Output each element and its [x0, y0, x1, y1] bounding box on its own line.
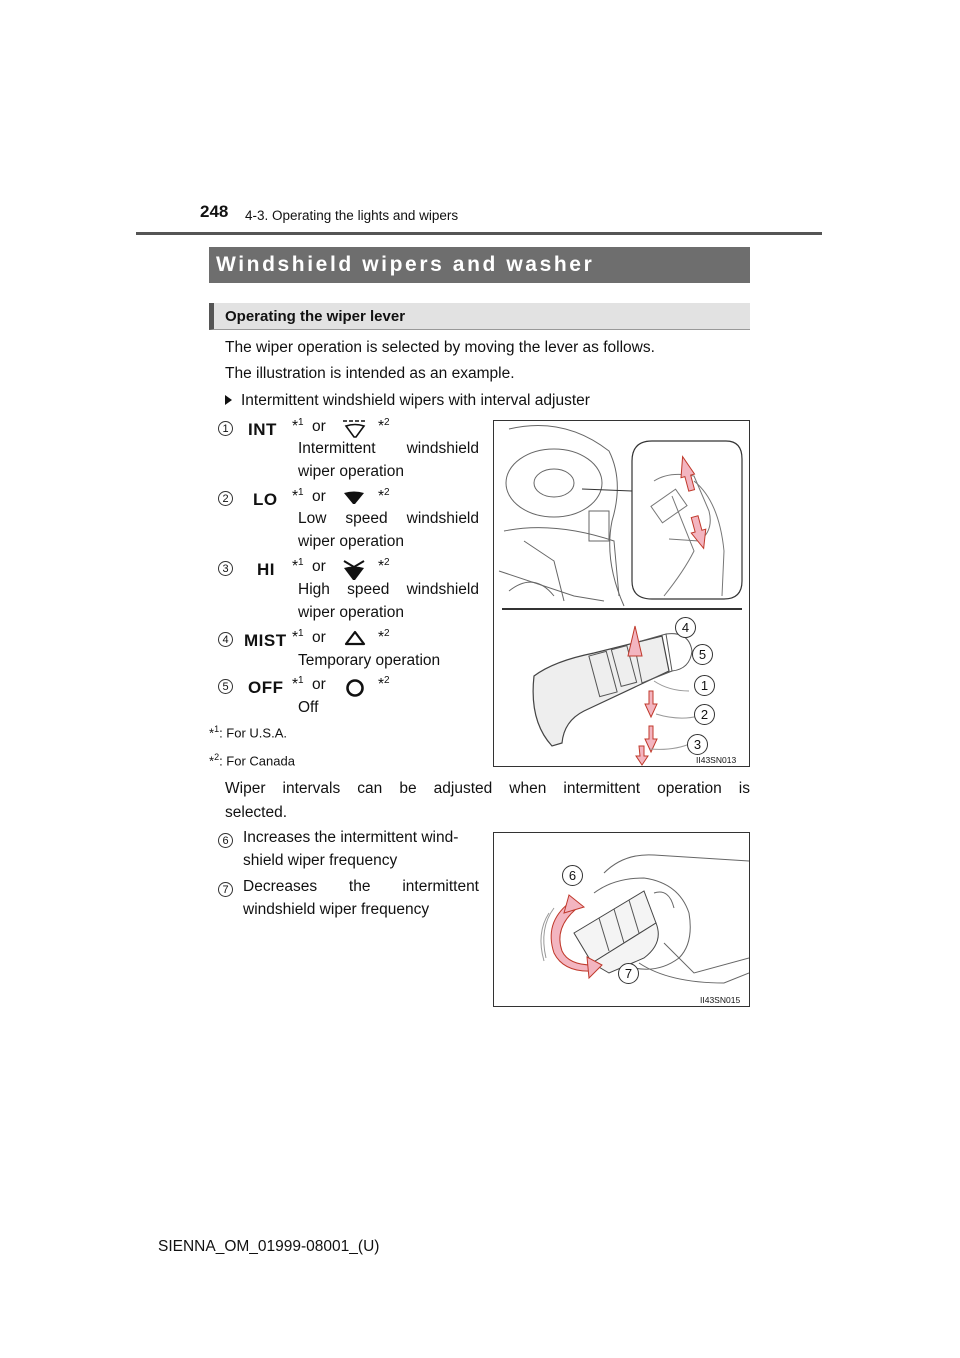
or-text: or: [312, 629, 326, 646]
interval-paragraph-line2: selected.: [225, 804, 288, 821]
asterisk-note: *$^1$: [292, 628, 304, 647]
intro-paragraph-2: The illustration is intended as an example.: [225, 365, 515, 382]
mode-description: wiper operation: [298, 533, 404, 550]
or-text: or: [312, 488, 326, 505]
mode-description: Off: [298, 699, 319, 716]
asterisk-note: *$^1$: [292, 675, 304, 694]
figure-callout: 5: [692, 644, 713, 665]
wiper-lever-illustration: [493, 420, 750, 767]
callout-number: 2: [218, 491, 233, 506]
callout-number: 3: [218, 561, 233, 576]
asterisk-note: *$^1$: [292, 557, 304, 576]
adjust-description: windshield wiper frequency: [243, 901, 430, 918]
or-text: or: [312, 418, 326, 435]
callout-number: 5: [218, 679, 233, 694]
figure-callout: 1: [694, 675, 715, 696]
bullet-arrow-icon: [225, 395, 232, 405]
subheading-text: Operating the wiper lever: [225, 307, 406, 325]
figure-callout: 2: [694, 704, 715, 725]
asterisk-note: *$^2$: [378, 557, 390, 576]
mode-description: Temporary operation: [298, 652, 441, 669]
bullet-text: Intermittent windshield wipers with interval adjuster: [241, 392, 590, 409]
footnote-usa: *$^1$: For U.S.A.: [209, 724, 287, 741]
adjust-description: Decreases the intermittent: [243, 878, 479, 895]
callout-number: 6: [218, 833, 233, 848]
figure-callout: 6: [562, 865, 583, 886]
asterisk-note: *$^2$: [378, 417, 390, 436]
callout-number: 7: [218, 882, 233, 897]
mode-description: High speed windshield: [298, 581, 479, 598]
mode-symbol: INT: [248, 420, 277, 439]
mode-symbol: MIST: [244, 631, 287, 650]
page-title-text: Windshield wipers and washer: [216, 253, 595, 276]
mode-description: wiper operation: [298, 604, 404, 621]
interval-adjuster-illustration: [493, 832, 750, 1007]
mode-symbol: LO: [253, 490, 278, 509]
asterisk-note: *$^1$: [292, 417, 304, 436]
intro-paragraph-1: The wiper operation is selected by moving the lever as follows.: [225, 339, 655, 356]
low-speed-icon: [341, 490, 367, 506]
callout-number: 1: [218, 421, 233, 436]
mode-description: Intermittent windshield: [298, 440, 479, 457]
mode-description: Low speed windshield: [298, 510, 479, 527]
figure-callout: 7: [618, 963, 639, 984]
callout-number: 4: [218, 632, 233, 647]
header-rule: [136, 232, 822, 235]
mode-symbol: HI: [257, 560, 275, 579]
or-text: or: [312, 676, 326, 693]
asterisk-note: *$^2$: [378, 675, 390, 694]
or-text: or: [312, 558, 326, 575]
page-title: [209, 247, 750, 283]
section-header: 4-3. Operating the lights and wipers: [245, 208, 459, 223]
figure-callout: 3: [687, 734, 708, 755]
page-number: 248: [200, 202, 229, 221]
mode-symbol: OFF: [248, 678, 284, 697]
mode-description: wiper operation: [298, 463, 404, 480]
adjust-description: Increases the intermittent wind-: [243, 829, 459, 846]
footnote-canada: *$^2$: For Canada: [209, 752, 295, 769]
bullet-item: [225, 389, 590, 413]
interval-paragraph-line1: Wiper intervals can be adjusted when intermittent operation is: [225, 780, 750, 797]
asterisk-note: *$^1$: [292, 487, 304, 506]
figure-code: II43SN015: [700, 995, 741, 1005]
figure-callout: 4: [675, 617, 696, 638]
mist-icon: [343, 630, 367, 646]
figure-code: II43SN013: [696, 755, 737, 765]
subheading: [209, 303, 750, 330]
asterisk-note: *$^2$: [378, 487, 390, 506]
document-id: SIENNA_OM_01999-08001_(U): [158, 1238, 380, 1255]
asterisk-note: *$^2$: [378, 628, 390, 647]
adjust-description: shield wiper frequency: [243, 852, 398, 869]
